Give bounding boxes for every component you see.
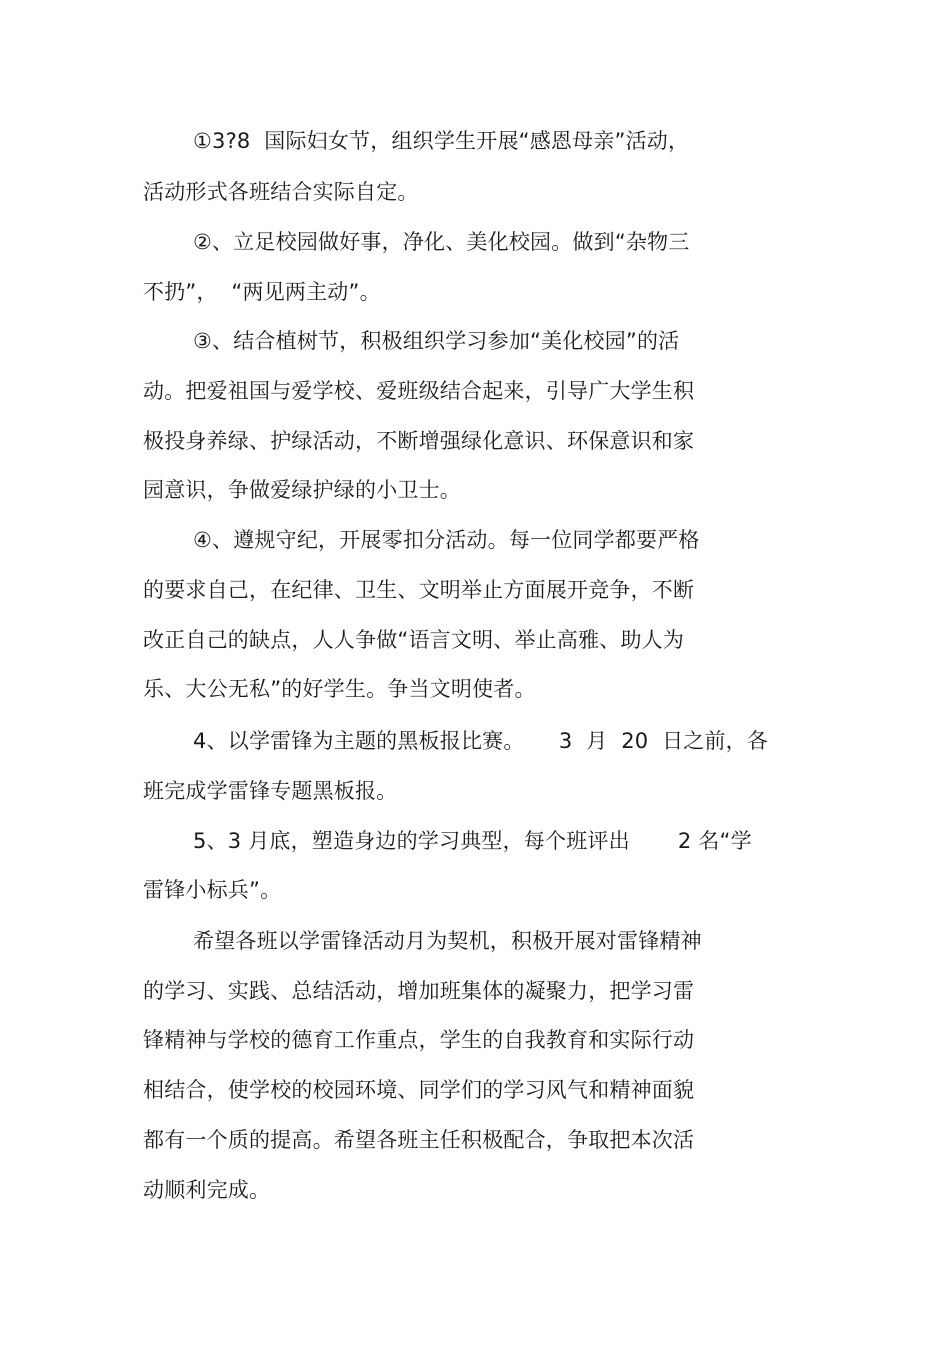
text-line: 动顺利完成。 <box>143 1178 271 1202</box>
text-line: ④、遵规守纪，开展零扣分活动。每一位同学都要严格 <box>193 528 700 552</box>
text-line: 乐、大公无私”的好学生。争当文明使者。 <box>143 677 536 701</box>
text-line: 极投身养绿、护绿活动，不断增强绿化意识、环保意识和家 <box>143 429 695 453</box>
text-line: 改正自己的缺点，人人争做“语言文明、举止高雅、助人为 <box>143 628 685 652</box>
text-line: 园意识，争做爱绿护绿的小卫士。 <box>143 478 461 502</box>
text-line: 雷锋小标兵”。 <box>143 878 282 902</box>
text-line: 的要求自己，在纪律、卫生、文明举止方面展开竞争，不断 <box>143 578 695 602</box>
text-line: 班完成学雷锋专题黑板报。 <box>143 779 398 803</box>
text-line: ③、结合植树节，积极组织学习参加“美化校园”的活 <box>193 329 680 353</box>
text-line: 4、以学雷锋为主题的黑板报比赛。 3 月 20 日之前，各 <box>193 729 769 753</box>
text-line: 5、3 月底，塑造身边的学习典型，每个班评出 2 名“学 <box>193 829 752 853</box>
text-line: 不扔”， “两见两主动”。 <box>143 280 381 304</box>
text-line: 都有一个质的提高。希望各班主任积极配合，争取把本次活 <box>143 1128 695 1152</box>
text-line: 锋精神与学校的德育工作重点，学生的自我教育和实际行动 <box>143 1028 695 1052</box>
text-line: 的学习、实践、总结活动，增加班集体的凝聚力，把学习雷 <box>143 979 695 1003</box>
text-line: ①3?8 国际妇女节，组织学生开展“感恩母亲”活动， <box>193 129 690 153</box>
text-line: 活动形式各班结合实际自定。 <box>143 180 419 204</box>
text-line: ②、立足校园做好事，净化、美化校园。做到“杂物三 <box>193 230 690 254</box>
text-line: 希望各班以学雷锋活动月为契机，积极开展对雷锋精神 <box>193 929 702 953</box>
text-line: 动。把爱祖国与爱学校、爱班级结合起来，引导广大学生积 <box>143 379 695 403</box>
text-line: 相结合，使学校的校园环境、同学们的学习风气和精神面貌 <box>143 1078 695 1102</box>
